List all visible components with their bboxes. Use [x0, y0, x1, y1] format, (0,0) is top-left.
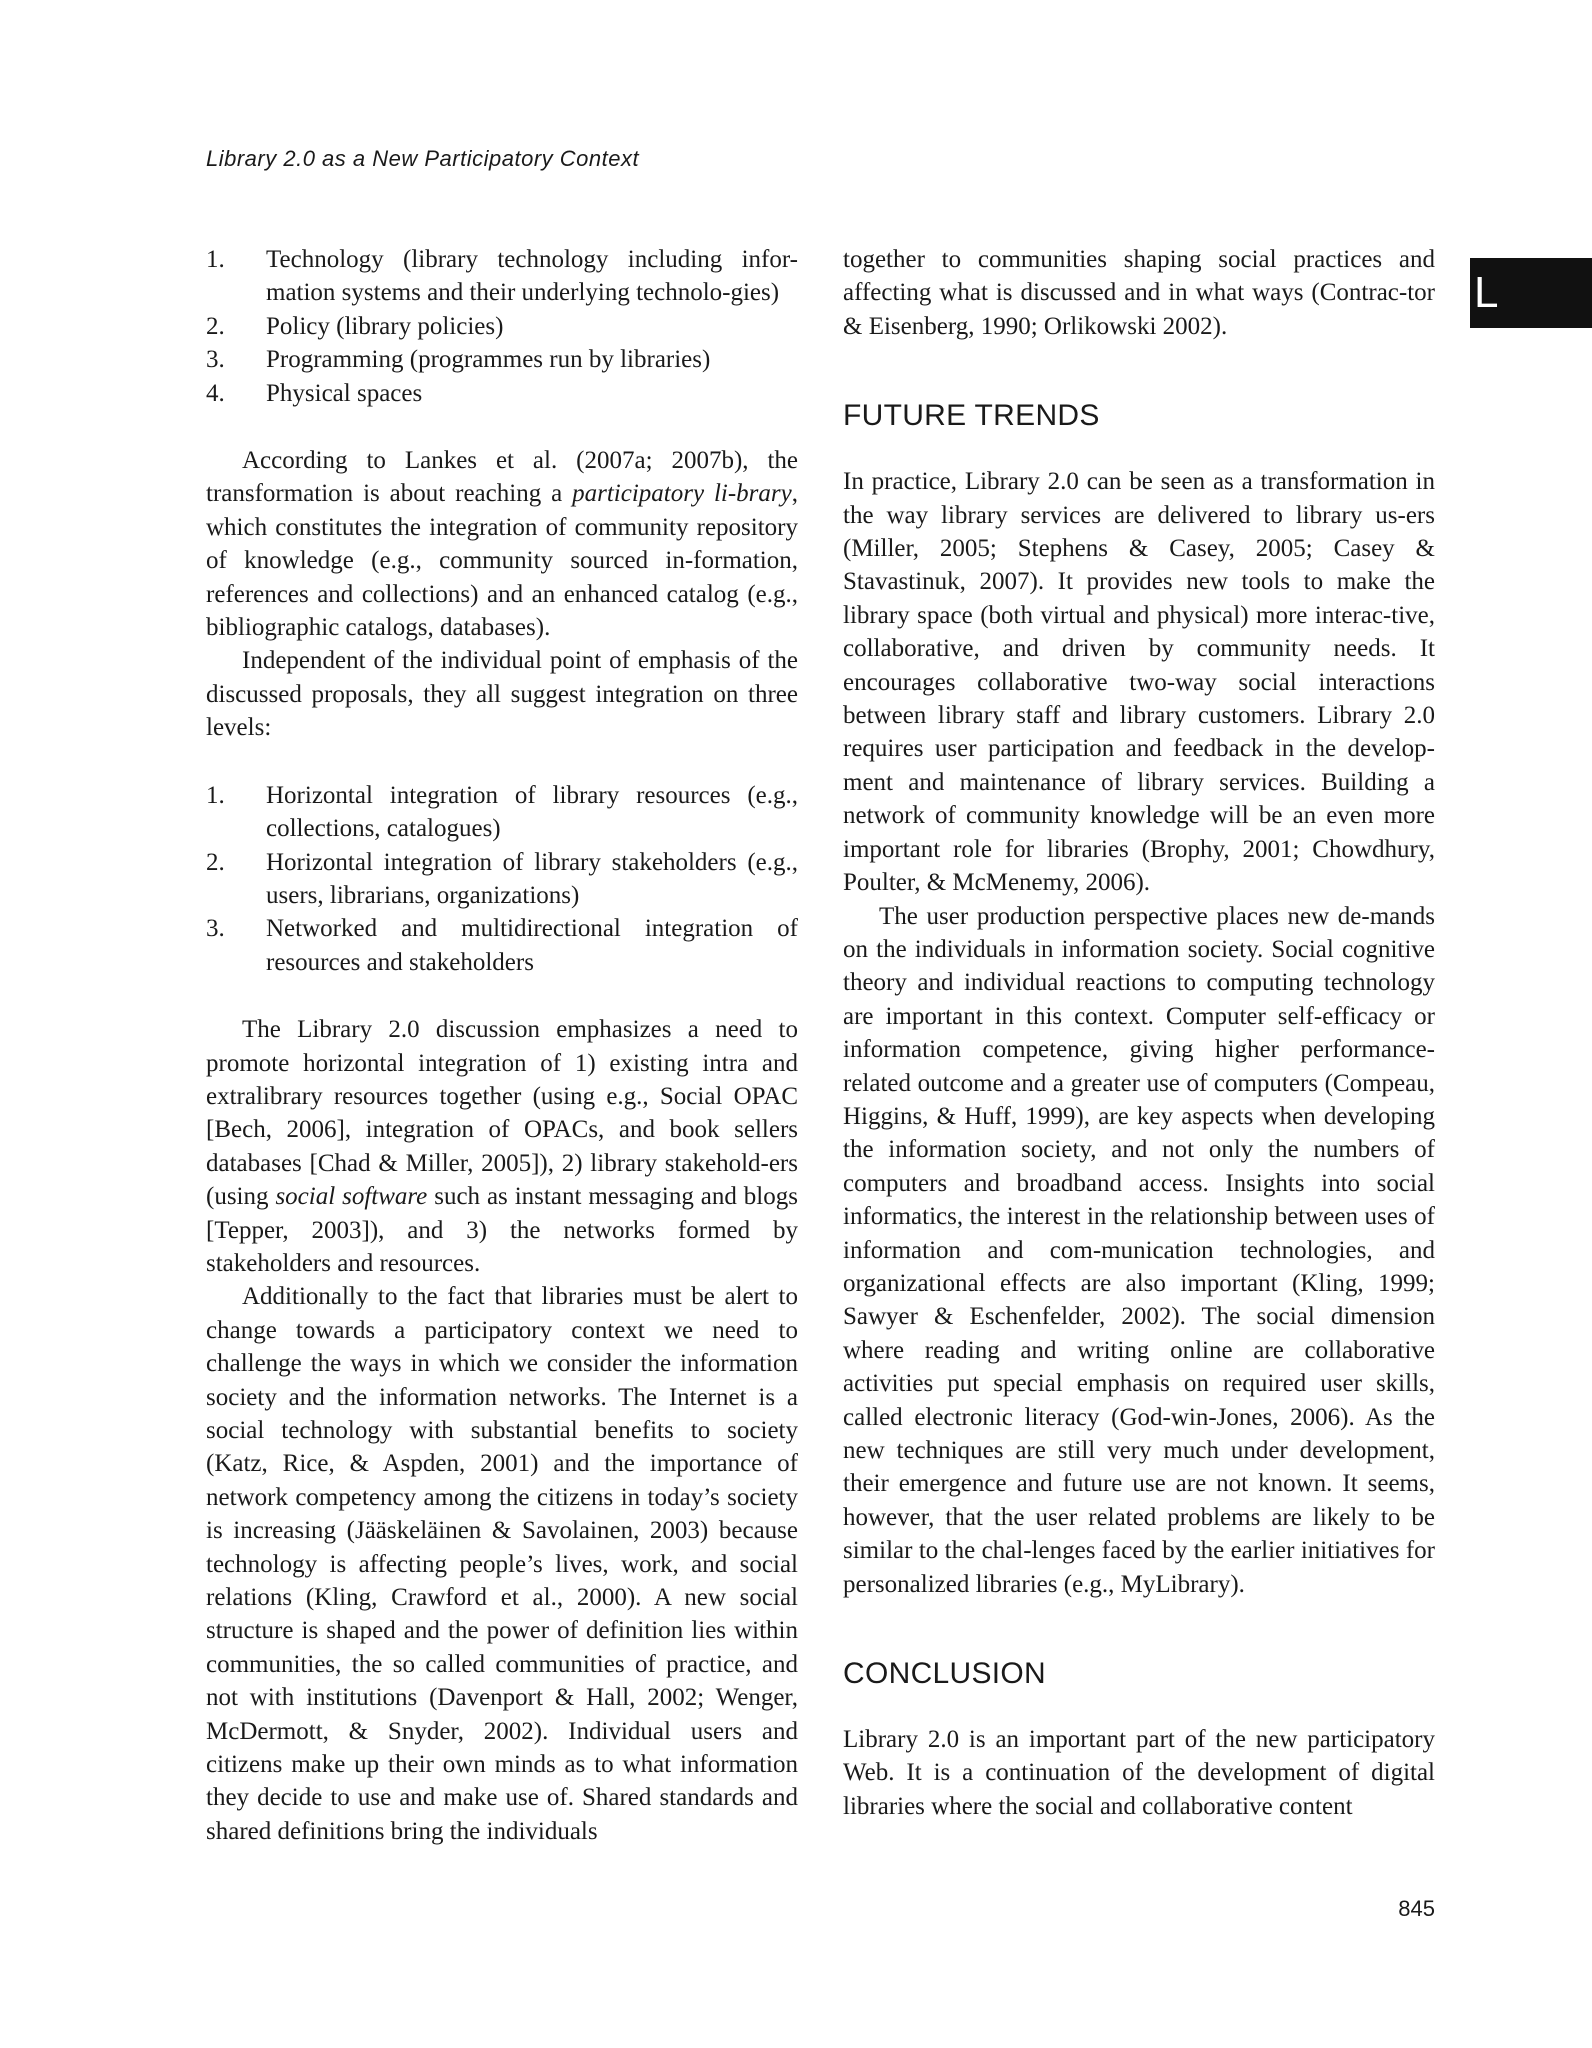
paragraph-future-2: The user production perspective places new de-mands on the individuals in information society. Social cognitive theory and individual reactions to computing technology are important in this context. Computer self-efficacy or information competence, giving higher performance-related outcome and a greater use of computers (Compeau, Higgins, & Huff, 1999), are key aspects when developing the information society, and not only the numbers of computers and broadband access. Insights into social informatics, the interest in the relationship between uses of information and com-munication technologies, and organizational effects are also important (Kling, 1999; Sawyer & Eschenfelder, 2002). The social dimension where reading and writing online are collaborative activities put special emphasis on required user skills, called electronic literacy (God-win-Jones, 2006). As the new techniques are still very much under development, their emergence and future use are not known. It seems, however, that the user related problems are likely to be similar to the chal-lenges faced by the earlier initiatives for personalized libraries (e.g., MyLibrary).	[843, 902, 1435, 1598]
list-number: 3.	[206, 346, 225, 374]
list-item	[206, 779, 798, 846]
section-tab: L	[1470, 258, 1592, 328]
paragraph-continued: together to communities shaping social practices and affecting what is discussed and in what ways (Contrac-tor & Eisenberg, 1990; Orlikowski 2002).	[843, 246, 1435, 340]
integration-list	[206, 779, 798, 979]
list-text: Networked and multidirectional integration of resources and stakeholders	[266, 915, 798, 976]
list-item	[206, 912, 798, 979]
list-text: Horizontal integration of library stakeholders (e.g., users, librarians, organizations)	[266, 848, 798, 909]
emphasis-social-software: social software	[275, 1183, 428, 1211]
list-number: 3.	[206, 915, 225, 943]
list-text: Physical spaces	[266, 379, 423, 407]
list-item	[206, 243, 798, 310]
paragraph-future-1: In practice, Library 2.0 can be seen as a transformation in the way library services are delivered to library us-ers (Miller, 2005; Stephens & Casey, 2005; Casey & Stavastinuk, 2007). It provides new tools to make the library space (both virtual and physical) more interac-tive, collaborative, and driven by community needs. It encourages collaborative two-way social interactions between library staff and library customers. Library 2.0 requires user participation and feedback in the develop-ment and maintenance of library services. Building a network of community knowledge will be an even more important role for libraries (Brophy, 2001; Chowdhury, Poulter, & McMenemy, 2006).	[843, 468, 1435, 897]
paragraph-conclusion: Library 2.0 is an important part of the new participatory Web. It is a continuation of the development of digital libraries where the social and collaborative content	[843, 1726, 1435, 1820]
paragraph-library20-discussion: The Library 2.0 discussion emphasizes a need to promote horizontal integration of 1) existing intra and extralibrary resources together (using e.g., Social OPAC [Bech, 2006], integration of OPACs, and book sellers databases [Chad & Miller, 2005]), 2) library stakehold-ers (using social software such as instant messaging and blogs [Tepper, 2003]), and 3) the networks formed by stakeholders and resources.	[206, 1016, 798, 1277]
list-number: 1.	[206, 246, 225, 273]
right-column	[843, 243, 1435, 1823]
list-text: Policy (library policies)	[266, 312, 504, 340]
list-item	[206, 377, 798, 410]
emphasis-participatory-library: participatory li-brary	[572, 480, 792, 508]
list-text: Horizontal integration of library resources (e.g., collections, catalogues)	[266, 781, 798, 843]
list-text: Technology (library technology including infor-mation systems and their underlying technolo-gies)	[266, 246, 798, 307]
paragraph-independent: Independent of the individual point of emphasis of the discussed proposals, they all suggest integration on three levels:	[206, 647, 798, 742]
list-number: 2.	[206, 848, 225, 876]
list-item	[206, 310, 798, 343]
list-item	[206, 846, 798, 913]
paragraph-additionally: Additionally to the fact that libraries must be alert to change towards a participatory context we need to challenge the ways in which we consider the information society and the information networks. The Internet is a social technology with substantial benefits to society (Katz, Rice, & Aspden, 2001) and the importance of network competency among the citizens in today’s society is increasing (Jääskeläinen & Savolainen, 2003) because technology is affecting people’s lives, work, and social relations (Kling, Crawford et al., 2000). A new social structure is shaped and the power of definition lies within communities, the so called communities of practice, and not with institutions (Davenport & Hall, 2002; Wenger, McDermott, & Snyder, 2002). Individual users and citizens make up their own minds as to what information they decide to use and make use of. Shared standards and shared definitions bring the individuals	[206, 1283, 798, 1845]
list-item	[206, 343, 798, 376]
heading-conclusion: CONCLUSION	[843, 1657, 1047, 1691]
running-header: Library 2.0 as a New Participatory Context	[206, 146, 640, 171]
paragraph-lankes: According to Lankes et al. (2007a; 2007b), the transformation is about reaching a participatory li-brary, which constitutes the integration of community repository of knowledge (e.g., community sourced in-formation, references and collections) and an enhanced catalog (e.g., bibliographic catalogs, databases).	[206, 447, 798, 642]
list-text: Programming (programmes run by libraries)	[266, 346, 711, 374]
left-column	[206, 243, 798, 1848]
heading-future-trends: FUTURE TRENDS	[843, 399, 1100, 433]
list-number: 2.	[206, 312, 225, 340]
list-number: 1.	[206, 781, 225, 809]
page-number: 845	[1398, 1896, 1435, 1921]
technology-list	[206, 243, 798, 410]
list-number: 4.	[206, 379, 225, 407]
